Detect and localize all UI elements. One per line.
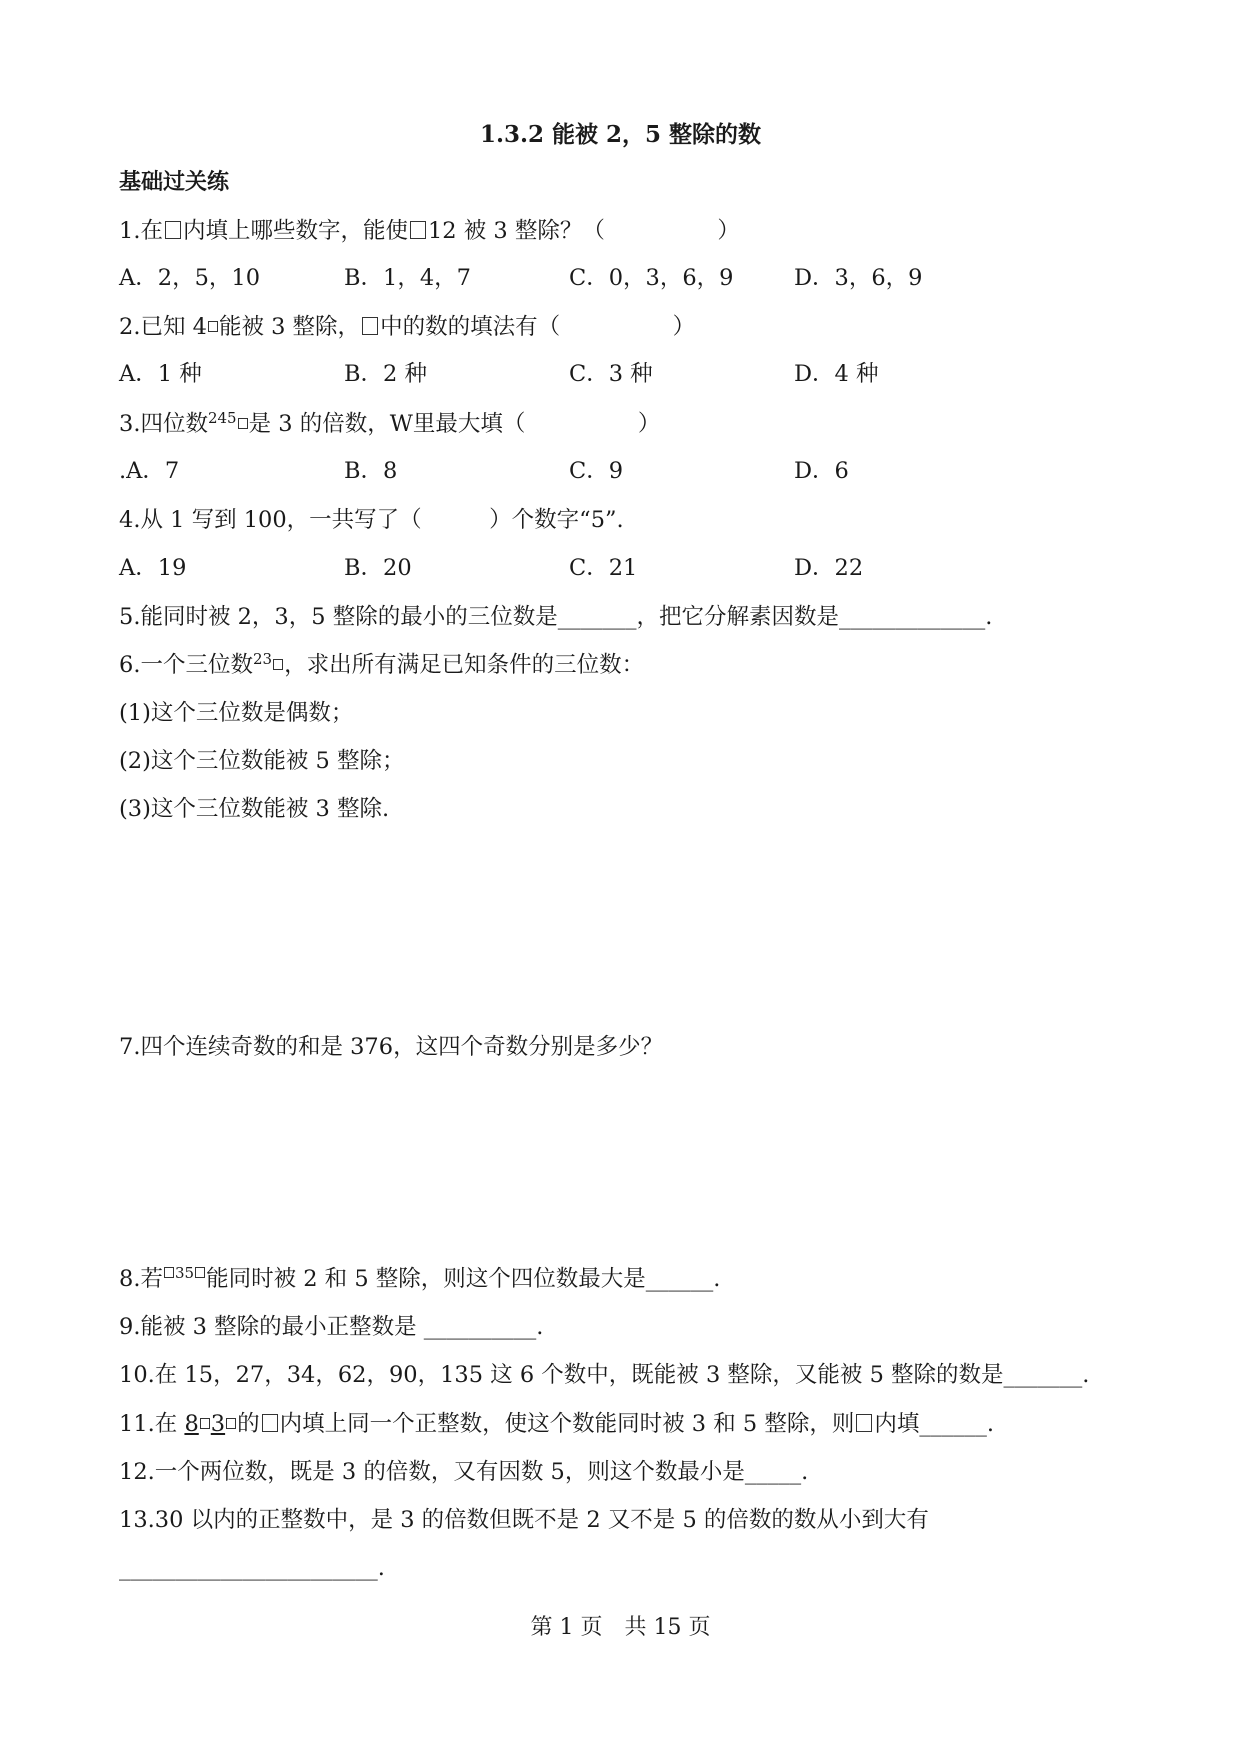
- question-10: 10.在 15，27，34，62，90，135 这 6 个数中，既能被 3 整除，又能被 5 整除的数是_______.: [119, 1362, 1090, 1388]
- question-6-part-2: (2)这个三位数能被 5 整除；: [119, 748, 405, 774]
- blank-box-icon: [856, 1414, 872, 1432]
- question-9: 9.能被 3 整除的最小正整数是 __________.: [119, 1314, 544, 1340]
- section-heading: 基础过关练: [119, 170, 230, 195]
- blank-box-icon: [410, 221, 426, 239]
- question-12: 12.一个两位数，既是 3 的倍数，又有因数 5，则这个数最小是_____.: [119, 1459, 809, 1485]
- option-c: C．21: [569, 555, 638, 581]
- blank-box-icon: [195, 1267, 205, 1278]
- question-3: 3.四位数$^{245}$ 是 3 的倍数，W里最大填（ ）: [119, 409, 661, 437]
- option-b: B．2 种: [344, 361, 428, 387]
- option-b: B．1，4，7: [344, 265, 471, 291]
- option-d: D．22: [794, 555, 864, 581]
- page-title: 1.3.2 能被 2，5 整除的数: [479, 121, 762, 148]
- option-b: B．8: [344, 458, 398, 484]
- option-a: A．1 种: [119, 361, 202, 387]
- option-c: C．0，3，6，9: [569, 265, 734, 291]
- blank-box-icon: [362, 317, 378, 335]
- question-13-answer-line: _______________________.: [119, 1555, 385, 1581]
- question-13: 13.30 以内的正整数中，是 3 的倍数但既不是 2 又不是 5 的倍数的数从小到大有: [119, 1507, 929, 1533]
- option-a: A．2，5，10: [119, 265, 261, 291]
- option-d: D．6: [794, 458, 849, 484]
- blank-box-icon: [200, 1418, 210, 1429]
- blank-box-icon: [165, 221, 181, 239]
- question-8: 8.若 $^{35}$ 能同时被 2 和 5 整除，则这个四位数最大是______.: [119, 1264, 721, 1292]
- question-4: 4.从 1 写到 100，一共写了（ ）个数字“5”.: [119, 507, 624, 533]
- option-c: C．3 种: [569, 361, 653, 387]
- question-1: 1.在 内填上哪些数字，能使 12 被 3 整除？（ ）: [119, 218, 740, 244]
- option-b: B．20: [344, 555, 412, 581]
- blank-box-icon: [262, 1414, 278, 1432]
- page-footer: 第 1 页 共 15 页: [530, 1615, 711, 1640]
- question-6-part-3: (3)这个三位数能被 3 整除.: [119, 796, 390, 822]
- option-a: .A．7: [119, 458, 180, 484]
- question-5: 5.能同时被 2，3，5 整除的最小的三位数是_______，把它分解素因数是_____________.: [119, 604, 993, 630]
- question-11: 11.在 8 3 的 内填上同一个正整数，使这个数能同时被 3 和 5 整除，则 内填______.: [119, 1411, 995, 1437]
- blank-box-icon: [226, 1418, 236, 1429]
- blank-box-icon: [164, 1267, 174, 1278]
- option-d: D．3，6，9: [794, 265, 923, 291]
- question-7: 7.四个连续奇数的和是 376，这四个奇数分别是多少？: [119, 1034, 664, 1060]
- blank-box-icon: [238, 418, 248, 429]
- blank-box-icon: [273, 659, 283, 670]
- option-c: C．9: [569, 458, 624, 484]
- question-6: 6.一个三位数$^{23}$ ，求出所有满足已知条件的三位数：: [119, 650, 645, 678]
- option-d: D．4 种: [794, 361, 879, 387]
- question-6-part-1: (1)这个三位数是偶数；: [119, 700, 354, 726]
- question-2: 2.已知 4 能被 3 整除， 中的数的填法有（ ）: [119, 314, 696, 340]
- blank-box-icon: [208, 321, 218, 332]
- option-a: A．19: [119, 555, 187, 581]
